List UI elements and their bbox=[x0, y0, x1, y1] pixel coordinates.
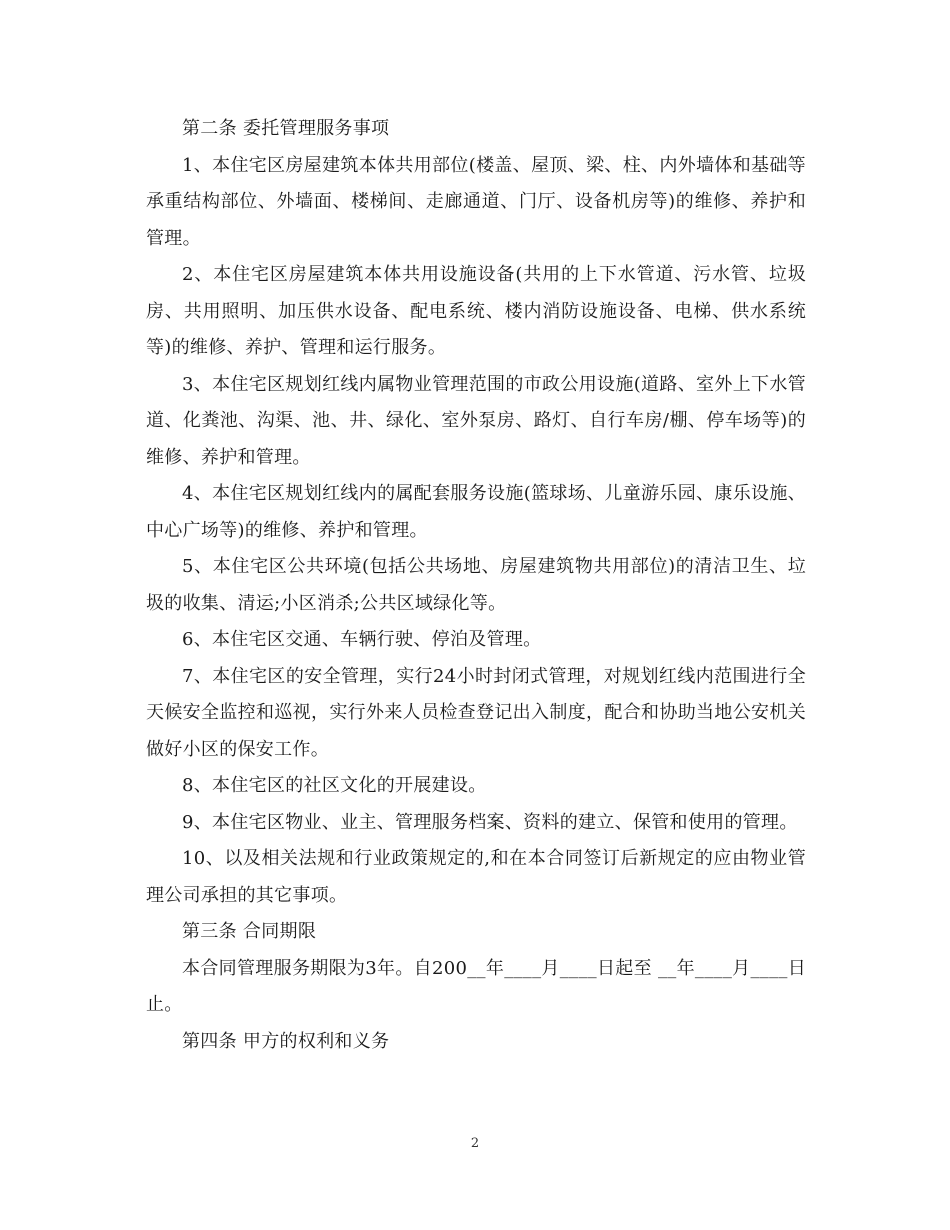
paragraph-contract-term: 本合同管理服务期限为3年。自200__年____月____日起至 __年____月____日止。 bbox=[146, 957, 806, 1015]
paragraph-item-3: 3、本住宅区规划红线内属物业管理范围的市政公用设施(道路、室外上下水管道、化粪池、沟渠、池、井、绿化、室外泵房、路灯、自行车房/棚、停车场等)的维修、养护和管理。 bbox=[146, 373, 806, 468]
section-heading-article-2: 第二条 委托管理服务事项 bbox=[182, 118, 390, 139]
paragraph-item-4: 4、本住宅区规划红线内的属配套服务设施(篮球场、儿童游乐园、康乐设施、中心广场等)的维修、养护和管理。 bbox=[146, 483, 806, 541]
paragraph-item-2: 2、本住宅区房屋建筑本体共用设施设备(共用的上下水管道、污水管、垃圾房、共用照明、加压供水设备、配电系统、楼内消防设施设备、电梯、供水系统等)的维修、养护、管理和运行服务。 bbox=[146, 264, 806, 358]
paragraph-item-7: 7、本住宅区的安全管理，实行24小时封闭式管理，对规划红线内范围进行全天候安全监控和巡视，实行外来人员检查登记出入制度，配合和协助当地公安机关做好小区的保安工作。 bbox=[146, 665, 806, 760]
document-body bbox=[146, 111, 806, 1060]
page-number: 2 bbox=[470, 1136, 480, 1151]
paragraph-item-10: 10、以及相关法规和行业政策规定的,和在本合同签订后新规定的应由物业管理公司承担的其它事项。 bbox=[146, 848, 806, 906]
paragraph-item-9: 9、本住宅区物业、业主、管理服务档案、资料的建立、保管和使用的管理。 bbox=[182, 811, 798, 833]
section-heading-article-3: 第三条 合同期限 bbox=[182, 921, 317, 942]
paragraph-item-5: 5、本住宅区公共环境(包括公共场地、房屋建筑物共用部位)的清洁卫生、垃圾的收集、清运;小区消杀;公共区域绿化等。 bbox=[146, 556, 806, 614]
paragraph-item-1: 1、本住宅区房屋建筑本体共用部位(楼盖、屋顶、梁、柱、内外墙体和基础等承重结构部位、外墙面、楼梯间、走廊通道、门厅、设备机房等)的维修、养护和管理。 bbox=[146, 154, 806, 249]
paragraph-item-8: 8、本住宅区的社区文化的开展建设。 bbox=[182, 775, 487, 796]
section-heading-article-4: 第四条 甲方的权利和义务 bbox=[182, 1030, 390, 1052]
paragraph-item-6: 6、本住宅区交通、车辆行驶、停泊及管理。 bbox=[182, 629, 542, 650]
